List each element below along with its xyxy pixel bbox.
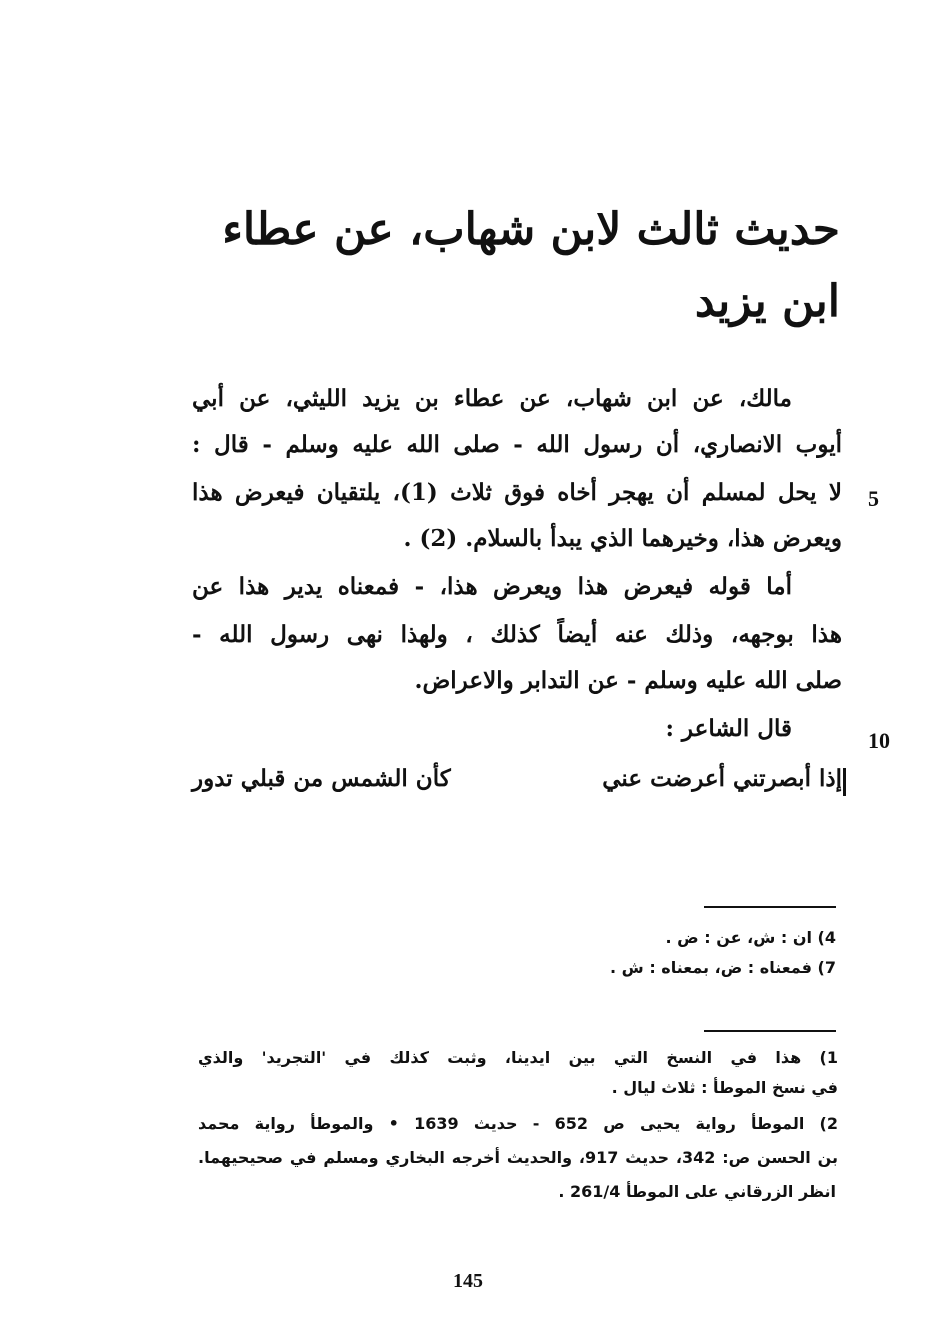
variant-note: 4) ان : ش، عن : ض . — [665, 928, 836, 947]
verse-marker — [843, 768, 846, 796]
verse-first-hemistich: إذا أبصرتني أعرضت عني — [602, 765, 842, 792]
text-line: صلى الله عليه وسلم - عن التدابر والاعراض. — [414, 667, 842, 694]
text-line: أيوب الانصاري، أن رسول الله - صلى الله عليه وسلم - قال : — [192, 431, 842, 458]
chapter-title-line-2: ابن يزيد — [694, 276, 840, 327]
chapter-title-line-1: حديث ثالث لابن شهاب، عن عطاء — [222, 204, 840, 255]
footnote-line: في نسخ الموطأ : ثلاث ليال . — [611, 1078, 838, 1097]
footnote-line: بن الحسن ص: 342، حديث 917، والحديث أخرجه البخاري ومسلم في صحيحيهما. — [198, 1148, 838, 1167]
text-line: مالك، عن ابن شهاب، عن عطاء بن يزيد الليثي، عن أبي — [192, 385, 792, 412]
footnote-line: 2) الموطأ رواية يحيى ص 652 - حديث 1639 • والموطأ رواية محمد — [198, 1114, 838, 1133]
footnotes-separator — [704, 1030, 836, 1032]
page-number: 145 — [453, 1270, 483, 1292]
line-number-10: 10 — [868, 728, 890, 753]
footnote-line: انظر الزرقاني على الموطأ 261/4 . — [558, 1182, 836, 1201]
text-line: ويعرض هذا، وخيرهما الذي يبدأ بالسلام. (2) . — [403, 525, 842, 552]
poetry-verse — [192, 762, 842, 798]
line-number-5: 5 — [868, 486, 879, 511]
footnote-line: 1) هذا في النسخ التي بين ايدينا، وثبت كذلك في 'التجريد' والذي — [198, 1048, 838, 1067]
variant-note: 7) فمعناه : ض، بمعناه : ش . — [610, 958, 836, 977]
text-line: هذا بوجهه، وذلك عنه أيضاً كذلك ، ولهذا نهى رسول الله - — [192, 621, 842, 648]
variants-separator — [704, 906, 836, 908]
poet-label: قال الشاعر : — [665, 715, 792, 742]
text-line: لا يحل لمسلم أن يهجر أخاه فوق ثلاث (1)، يلتقيان فيعرض هذا — [192, 479, 842, 506]
verse-second-hemistich: كأن الشمس من قبلي تدور — [192, 765, 451, 792]
text-line: أما قوله فيعرض هذا ويعرض هذا، - فمعناه يدير هذا عن — [192, 573, 792, 600]
